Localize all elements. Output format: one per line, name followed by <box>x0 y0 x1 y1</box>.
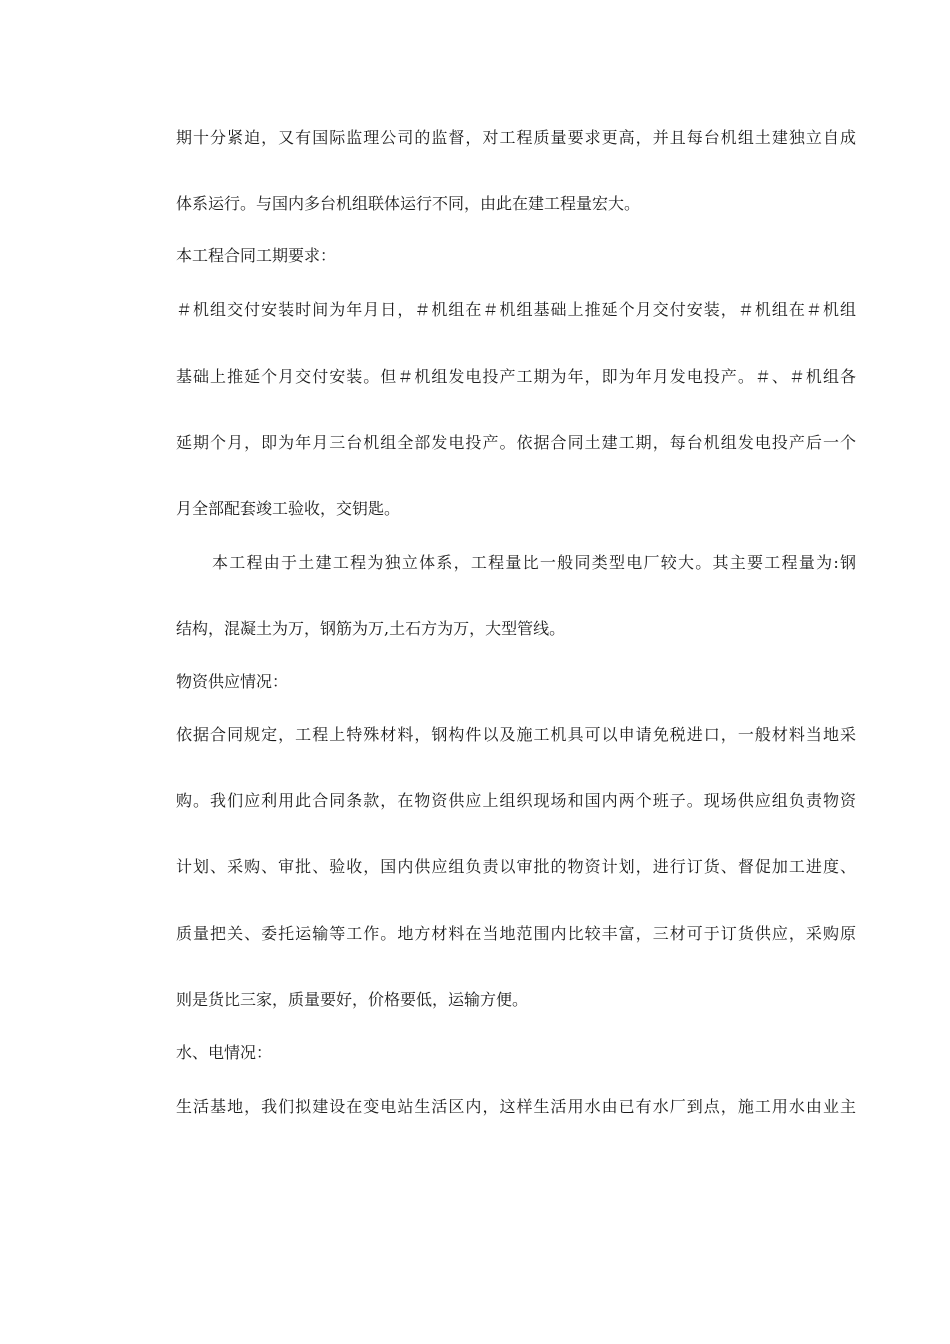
section-heading-supply: 物资供应情况： <box>176 672 289 691</box>
text-line-4: ＃机组交付安装时间为年月日，＃机组在＃机组基础上推延个月交付安装，＃机组在＃机组 <box>176 300 856 319</box>
text-line-9: 结构，混凝土为万，钢筋为万,土石方为万，大型管线。 <box>176 619 566 638</box>
text-line-11: 依据合同规定，工程上特殊材料，钢构件以及施工机具可以申请免税进口，一般材料当地采 <box>176 725 856 744</box>
text-line-8: 本工程由于土建工程为独立体系，工程量比一般同类型电厂较大。其主要工程量为:钢 <box>212 553 856 572</box>
text-line-7: 月全部配套竣工验收，交钥匙。 <box>176 499 401 518</box>
text-line-13: 计划、采购、审批、验收，国内供应组负责以审批的物资计划，进行订货、督促加工进度、 <box>176 857 856 876</box>
text-line-2: 体系运行。与国内多台机组联体运行不同，由此在建工程量宏大。 <box>176 194 641 213</box>
text-line-5: 基础上推延个月交付安装。但＃机组发电投产工期为年，即为年月发电投产。＃、＃机组各 <box>176 367 856 386</box>
text-line-12: 购。我们应利用此合同条款，在物资供应上组织现场和国内两个班子。现场供应组负责物资 <box>176 791 856 810</box>
text-line-1: 期十分紧迫，又有国际监理公司的监督，对工程质量要求更高，并且每台机组土建独立自成 <box>176 128 856 147</box>
section-heading-schedule: 本工程合同工期要求： <box>176 246 337 265</box>
text-line-14: 质量把关、委托运输等工作。地方材料在当地范围内比较丰富，三材可于订货供应，采购原 <box>176 924 856 943</box>
text-line-15: 则是货比三家，质量要好，价格要低，运输方便。 <box>176 990 529 1009</box>
text-line-17: 生活基地，我们拟建设在变电站生活区内，这样生活用水由已有水厂到点，施工用水由业主 <box>176 1097 856 1116</box>
text-line-6: 延期个月，即为年月三台机组全部发电投产。依据合同土建工期，每台机组发电投产后一个 <box>176 433 856 452</box>
section-heading-water-power: 水、电情况： <box>176 1043 273 1062</box>
